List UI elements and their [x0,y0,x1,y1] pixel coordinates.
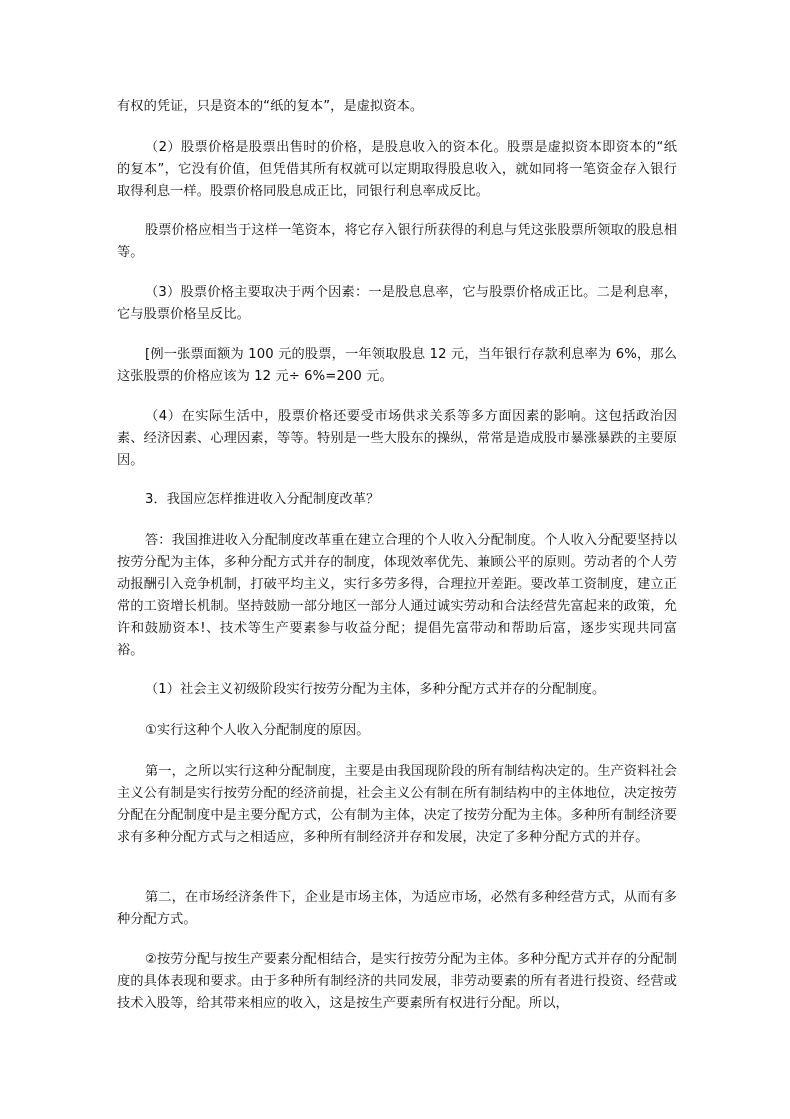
paragraph-reason-heading: ①实行这种个人收入分配制度的原因。 [145,723,370,738]
paragraph-stock-price-4: （4）在实际生活中，股票价格还要受市场供求关系等多方面因素的影响。这包括政治因素、经济因素、心理因素，等等。特别是一些大股东的操纵，常常是造成股市暴涨暴跌的主要原因。 [117,409,677,468]
paragraph-stock-price-equivalence: 股票价格应相当于这样一笔资本，将它存入银行所获得的利息与凭这张股票所领取的股息相等。 [117,223,677,260]
question-heading: 3．我国应怎样推进收入分配制度改革？ [145,492,380,507]
paragraph-answer: 答：我国推进收入分配制度改革重在建立合理的个人收入分配制度。个人收入分配要坚持以按劳分配为主体，多种分配方式并存的制度，体现效率优先、兼顾公平的原则。劳动者的个人劳动报酬引入竞争机制，打破平均主义，实行多劳多得，合理拉开差距。要改革工资制度，建立正常的工资增长机制。坚持鼓励一部分地区一部分人通过诚实劳动和合法经营先富起来的政策，允许和鼓励资本!、技术等生产要素参与收益分配；提倡先富带动和帮助后富，逐步实现共同富裕。 [117,533,677,658]
paragraph-example: [例一张票面额为 100 元的股票，一年领取股息 12 元，当年银行存款利息率为 6%，那么这张股票的价格应该为 12 元÷ 6%=200 元。 [117,347,677,384]
paragraph-combination: ②按劳分配与按生产要素分配相结合，是实行按劳分配为主体。多种分配方式并存的分配制度的具体表现和要求。由于多种所有制经济的共同发展，非劳动要素的所有者进行投资、经营或技术入股等，给其带来相应的收入，这是按生产要素所有权进行分配。所以， [117,952,677,1011]
paragraph-distribution-1: （1）社会主义初级阶段实行按劳分配为主体，多种分配方式并存的分配制度。 [145,682,606,697]
paragraph-stock-price-3: （3）股票价格主要取决于两个因素：一是股息息率，它与股票价格成正比。二是利息率，它与股票价格呈反比。 [117,285,677,322]
paragraph-stock-price-2: （2）股票价格是股票出售时的价格，是股息收入的资本化。股票是虚拟资本即资本的“纸的复本”，它没有价值，但凭借其所有权就可以定期取得股息收入，就如同将一笔资金存入银行取得利息一样。股票价格同股息成正比，同银行利息率成反比。 [117,140,677,199]
paragraph-continuation: 有权的凭证，只是资本的“纸的复本”，是虚拟资本。 [117,99,424,114]
paragraph-first-reason: 第一，之所以实行这种分配制度，主要是由我国现阶段的所有制结构决定的。生产资料社会主义公有制是实行按劳分配的经济前提，社会主义公有制在所有制结构中的主体地位，决定按劳分配在分配制度中是主要分配方式，公有制为主体，决定了按劳分配为主体。多种所有制经济要求有多种分配方式与之相适应，多种所有制经济并存和发展，决定了多种分配方式的并存。 [117,764,677,845]
paragraph-second-reason: 第二，在市场经济条件下，企业是市场主体，为适应市场，必然有多种经营方式，从而有多种分配方式。 [117,890,677,927]
